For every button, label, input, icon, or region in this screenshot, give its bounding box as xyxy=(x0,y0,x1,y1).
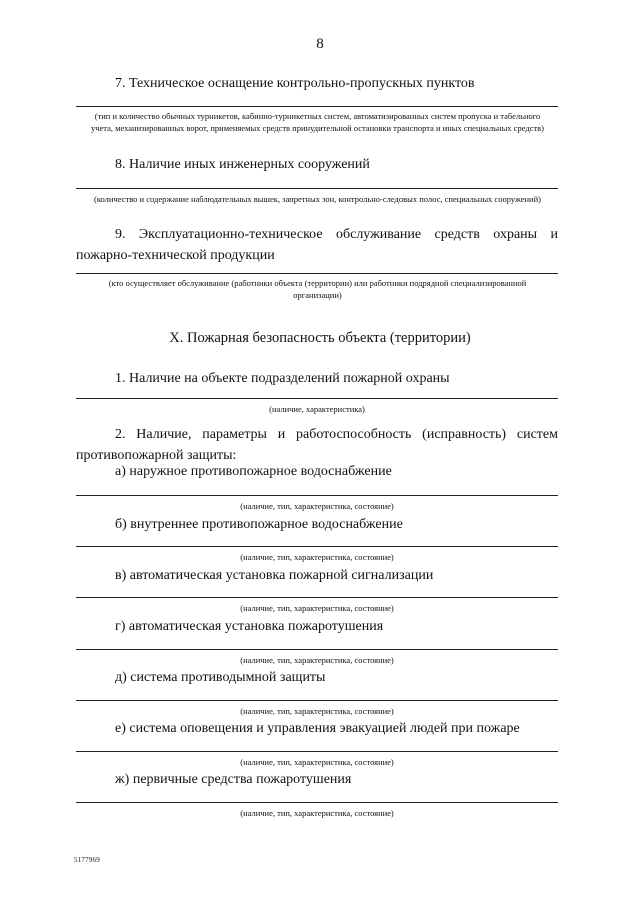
subitem-g-text: г) автоматическая установка пожаротушения xyxy=(115,619,384,634)
section-x-p1-fill-line xyxy=(76,398,558,399)
subitem-b-fill-line xyxy=(76,546,558,547)
subitem-a-caption: (наличие, тип, характеристика, состояние) xyxy=(240,501,394,511)
item-8-heading: 8. Наличие иных инженерных сооружений xyxy=(115,157,370,172)
subitem-a-text: а) наружное противопожарное водоснабжение xyxy=(115,464,392,479)
subitem-zh-caption: (наличие, тип, характеристика, состояние) xyxy=(240,808,394,818)
item-8-caption: (количество и содержание наблюдательных вышек, запретных зон, контрольно-следовых полос, специальных сооружений) xyxy=(94,194,541,204)
subitem-a-fill-line xyxy=(76,495,558,496)
document-code: 5177969 xyxy=(74,856,100,864)
subitem-zh-fill-line xyxy=(76,802,558,803)
subitem-b-text: б) внутреннее противопожарное водоснабжение xyxy=(115,517,403,532)
item-9-fill-line xyxy=(76,273,558,274)
subitem-d-fill-line xyxy=(76,700,558,701)
subitem-g-fill-line xyxy=(76,649,558,650)
item-7-heading: 7. Техническое оснащение контрольно-пропускных пунктов xyxy=(115,76,475,91)
subitem-zh-text: ж) первичные средства пожаротушения xyxy=(115,772,352,787)
subitem-e-text: е) система оповещения и управления эвакуацией людей при пожаре xyxy=(115,721,520,736)
subitem-v-caption: (наличие, тип, характеристика, состояние) xyxy=(240,603,394,613)
subitem-v-fill-line xyxy=(76,597,558,598)
item-9-heading: 9. Эксплуатационно-техническое обслуживание средств охраны и пожарно-технической продукции xyxy=(76,227,558,263)
subitem-b-caption: (наличие, тип, характеристика, состояние) xyxy=(240,552,394,562)
item-7-fill-line xyxy=(76,106,558,107)
subitem-e-caption: (наличие, тип, характеристика, состояние) xyxy=(240,757,394,767)
section-x-p1-text: 1. Наличие на объекте подразделений пожарной охраны xyxy=(115,371,450,386)
section-x-p2-text: 2. Наличие, параметры и работоспособность (исправность) систем противопожарной защиты: xyxy=(76,427,558,463)
subitem-v-text: в) автоматическая установка пожарной сигнализации xyxy=(115,568,434,583)
item-9-caption: (кто осуществляет обслуживание (работники объекта (территории) или работники подрядной специализированной организации) xyxy=(108,278,527,300)
subitem-g-caption: (наличие, тип, характеристика, состояние) xyxy=(240,655,394,665)
page-number: 8 xyxy=(316,36,324,52)
subitem-e-fill-line xyxy=(76,751,558,752)
subitem-d-text: д) система противодымной защиты xyxy=(115,670,326,685)
subitem-d-caption: (наличие, тип, характеристика, состояние) xyxy=(240,706,394,716)
section-x-title: X. Пожарная безопасность объекта (территории) xyxy=(169,330,471,346)
item-8-fill-line xyxy=(76,188,558,189)
section-x-p1-caption: (наличие, характеристика) xyxy=(269,404,365,414)
item-7-caption: (тип и количество обычных турникетов, кабинно-турникетных систем, автоматизированных систем пропуска и табельного учета, механизированных ворот, применяемых средств принудительной остановки транспорта и иных специальных средств) xyxy=(90,111,544,133)
